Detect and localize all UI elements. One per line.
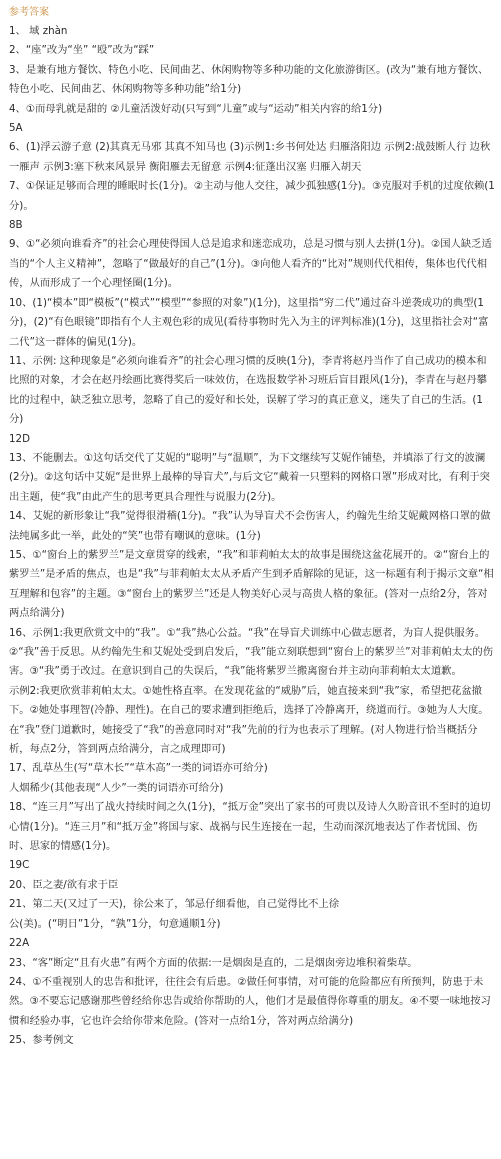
answer-line-22: 22A [9, 937, 30, 950]
answer-line-25: 25、参考例文 [9, 1034, 74, 1047]
answer-line-4: 4、①而母乳就是甜的 ②儿童活泼好动(只写到“儿童”或与“运动”相关内容的给1分) [9, 102, 383, 115]
answer-line-7: 7、①保证足够而合理的睡眠时长(1分)。②主动与他人交往，减少孤独感(1分)。③克服对手机的过度依赖(1分)。 [9, 180, 495, 212]
answer-line-9: 9、①“必须向谁看齐”的社会心理使得国人总是追求和迷恋成功，总是习惯与别人去拼(1分)。②国人缺乏适当的“个人主义精神”，忽略了“做最好的自己”(1分)。③向他人看齐的“比对”规则代代相传，集体也代代相传，从而形成了一个心理怪圈(1分)。 [9, 238, 492, 290]
answer-line-18: 18、“连三月”写出了战火持续时间之久(1分)，“抵万金”突出了家书的可贵以及诗人久盼音讯不至时的迫切心情(1分)。“连三月”和“抵万金”将国与家、战祸与民生连接在一起，生动而深沉地表达了作者忧国、伤时、思家的情感(1分)。 [9, 801, 491, 853]
answer-line-6: 6、(1)浮云游子意 (2)其真无马邪 其真不知马也 (3)示例1:乡书何处达 归雁洛阳边 示例2:战鼓断人行 边秋一雁声 示例3:塞下秋来风景异 衡阳雁去无留意 示例4:征蓬出汉塞 归雁入胡天 [9, 141, 491, 173]
answer-line-10: 10、(1)“模本”即“模板”(“模式”“模型”“参照的对象”)(1分)，这里指“穷二代”通过奋斗逆袭成功的典型(1分)，(2)“有色眼镜”即指有个人主观色彩的成见(看待事物时先入为主的评判标准)(1分)，这里指社会对“富二代”这一群体的偏见(1分)。 [9, 296, 489, 348]
answer-line-16-example1: 16、示例1:我更欣赏文中的“我”。①“我”热心公益。“我”在导盲犬训练中心做志愿者，为盲人提供服务。②“我”善于反思。从约翰先生和艾妮处受到启发后，“我”能立刻联想到“窗台上的紫罗兰”对菲莉帕太太的伤害。③“我”勇于改过。在意识到自己的失误后，“我”能将紫罗兰搬离窗台并主动向菲莉帕太太道歉。 [9, 626, 494, 678]
answer-line-13: 13、不能删去。①这句话交代了艾妮的“聪明”与“温顺”，为下文继续写艾妮作铺垫，并填添了行文的波澜(2分)。②这句话中艾妮“是世界上最棒的导盲犬”,与后文它“戴着一只塑料的网格口罩”形成对比，有利于突出主题，使“我”由此产生的思考更具合理性与说服力(2分)。 [9, 451, 490, 503]
answer-line-11: 11、示例: 这种现象是“必须向谁看齐”的社会心理习惯的反映(1分)，李青将赵丹当作了自己成功的模本和比照的对象，才会在赵丹绘画比赛得奖后一味效仿，在选报数学补习班后盲目跟风(1分)，李青在与赵丹攀比的过程中，缺乏独立思考，忽略了自己的爱好和长处，误解了学习的真正意义，迷失了自己的生活。(1分) [9, 354, 487, 426]
answer-line-17b: 人烟稀少(其他表现“人少”一类的词语亦可给分) [9, 781, 224, 794]
answer-line-12: 12D [9, 432, 31, 445]
answer-line-20: 20、臣之妻/欲有求于臣 [9, 878, 119, 891]
answer-line-21b: 公(美)。(“明日”1分，“孰”1分，句意通顺1分) [9, 917, 221, 930]
answer-line-2: 2、“座”改为“坐” “殴”改为“踩” [9, 44, 155, 57]
answer-line-5: 5A [9, 122, 23, 135]
document-heading: 参考答案 [9, 7, 49, 18]
answer-line-1: 1、 域 zhàn [9, 25, 68, 37]
answer-line-19: 19C [9, 859, 30, 872]
answer-line-21a: 21、第二天(又过了一天)，徐公来了，邹忌仔细看他，自己觉得比不上徐 [9, 898, 340, 911]
answer-line-8: 8B [9, 219, 23, 232]
answer-line-15: 15、①“窗台上的紫罗兰”是文章贯穿的线索，“我”和菲莉帕太太的故事是围绕这盆花展开的。②“窗台上的紫罗兰”是矛盾的焦点，也是“我”与菲莉帕太太从矛盾产生到矛盾解除的见证，这一标题有利于揭示文章“相互理解和包容”的主题。③“窗台上的紫罗兰”还是人物美好心灵与高贵人格的象征。(答对一点给2分，答对两点给满分) [9, 548, 494, 620]
answer-line-3: 3、是兼有地方餐饮、特色小吃、民间曲艺、休闲购物等多种功能的文化旅游街区。(改为“兼有地方餐饮、特色小吃、民间曲艺、休闲购物等多种功能”给1分) [9, 63, 489, 96]
answer-line-17a: 17、乱草丛生(写“草木长”“草木高”一类的词语亦可给分) [9, 762, 268, 775]
answer-line-16-example2: 示例2:我更欣赏菲莉帕太太。①她性格直率。在发现花盆的“威胁”后，她直接来到“我”家，希望把花盆撤下。②她处事理智(冷静、理性)。在自己的要求遭到拒绝后，选择了冷静离开，绕道而行。③她为人大度。在“我”登门道歉时，她接受了“我”的善意同时对“我”先前的行为也表示了理解。(对人物进行恰当概括分析，每点2分，答到两点给满分，言之成理即可) [9, 684, 489, 756]
answer-line-14: 14、艾妮的新形象让“我”觉得很滑稽(1分)。“我”认为导盲犬不会伤害人，约翰先生给艾妮戴网格口罩的做法纯属多此一举，此处的“笑”也带有嘲讽的意味。(1分) [9, 510, 491, 542]
answer-line-24: 24、①不重视别人的忠告和批评，往往会有后患。②做任何事情，对可能的危险都应有所预判，防患于未然。③不要忘记感谢那些曾经给你忠告或给你帮助的人，他们才是最值得你尊重的朋友。④不要一味地按习惯和经验办事，它也许会给你带来危险。(答对一点给1分，答对两点给满分) [9, 975, 491, 1027]
answer-line-23: 23、“客”断定“且有火患”有两个方面的依据:一是烟囱是直的，二是烟囱旁边堆积着柴草。 [9, 956, 418, 969]
